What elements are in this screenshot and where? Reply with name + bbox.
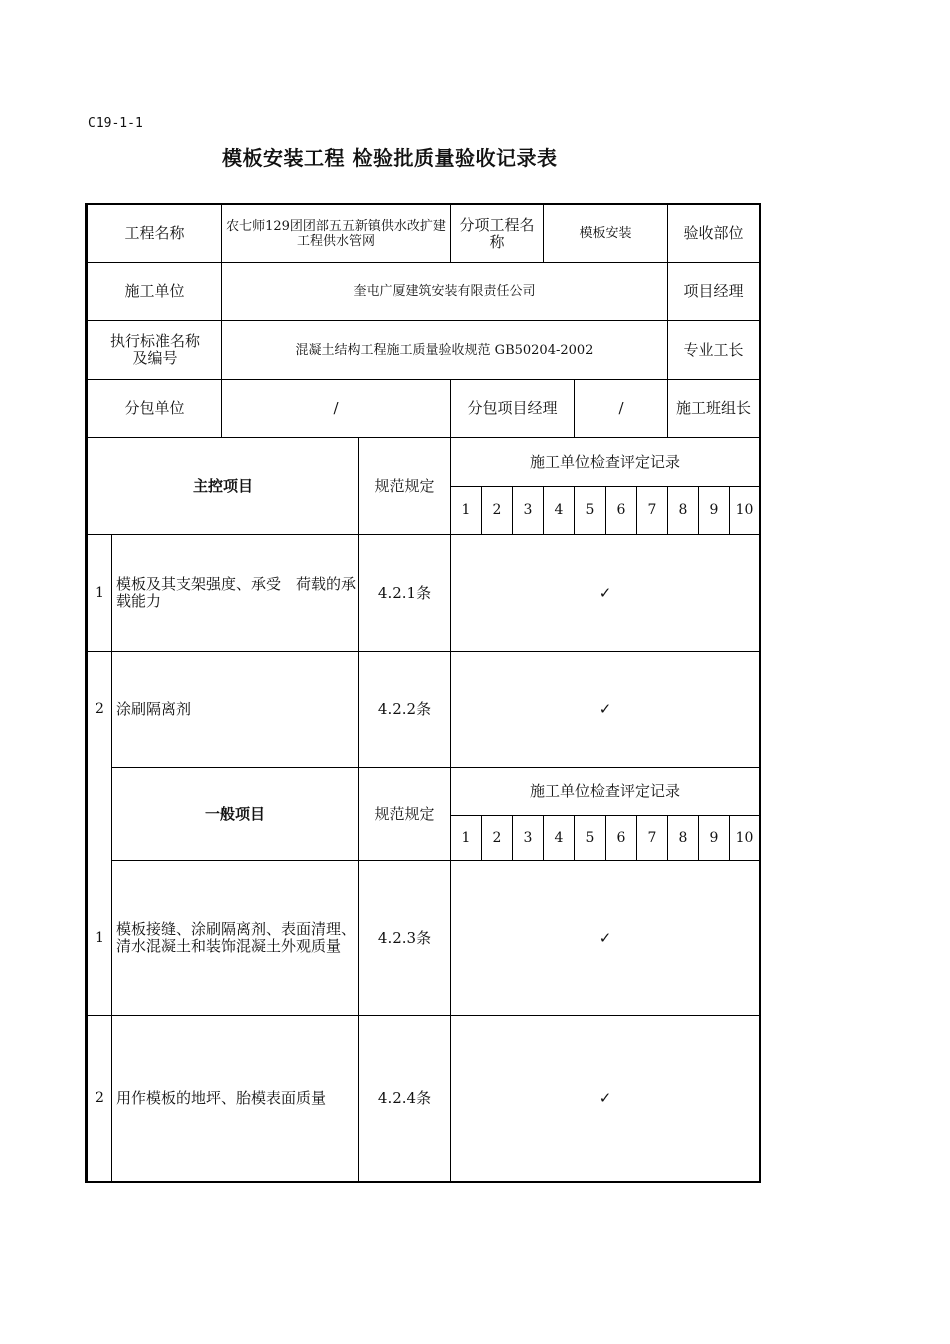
subcontractor-label: 分包单位 — [124, 399, 185, 417]
project-manager-label: 项目经理 — [683, 282, 744, 300]
subcontractor-value: / — [333, 399, 339, 417]
record-number-cell: 10 — [735, 502, 754, 518]
main-item-1-check-icon: ✓ — [598, 583, 612, 602]
record-number-cell: 2 — [492, 829, 502, 846]
general-spec-label: 规范规定 — [374, 804, 435, 823]
main-item-1-spec: 4.2.1条 — [377, 583, 432, 602]
record-number-cell: 5 — [585, 829, 595, 846]
form-code: C19-1-1 — [88, 116, 143, 131]
constructor-label: 施工单位 — [124, 282, 185, 300]
record-number-cell: 8 — [678, 502, 688, 518]
general-item-2-spec: 4.2.4条 — [377, 1089, 432, 1107]
general-item-1-spec: 4.2.3条 — [377, 928, 432, 947]
general-item-2-no: 2 — [95, 1090, 104, 1106]
record-number-cell: 4 — [554, 502, 564, 518]
standard-label: 执行标准名称及编号 — [110, 332, 201, 367]
sub-item-value: 模板安装 — [579, 226, 632, 241]
record-number-cell: 2 — [492, 502, 502, 518]
record-number-cell: 5 — [585, 502, 595, 518]
team-leader-label: 施工班组长 — [675, 399, 751, 417]
sub-pm-value: / — [618, 399, 624, 417]
main-control-section-label: 主控项目 — [192, 476, 253, 495]
main-item-2-check-icon: ✓ — [598, 700, 612, 718]
general-item-2-check-icon: ✓ — [598, 1089, 612, 1107]
foreman-label: 专业工长 — [683, 340, 744, 359]
general-section-label: 一般项目 — [204, 804, 265, 823]
main-spec-label: 规范规定 — [374, 476, 435, 495]
record-number-cell: 7 — [647, 502, 657, 518]
project-name-value: 农七师129团团部五五新镇供水改扩建工程供水管网 — [226, 218, 446, 249]
standard-value: 混凝土结构工程施工质量验收规范 GB50204-2002 — [295, 342, 594, 358]
record-number-cell: 8 — [678, 829, 688, 846]
main-item-2-desc: 涂刷隔离剂 — [116, 700, 192, 718]
project-name-label: 工程名称 — [124, 224, 185, 242]
page-title: 模板安装工程 检验批质量验收记录表 — [222, 146, 558, 170]
record-number-cell: 7 — [647, 829, 657, 846]
record-number-cell: 1 — [461, 829, 471, 846]
sub-item-label: 分项工程名称 — [459, 215, 535, 251]
record-number-cell: 9 — [709, 502, 719, 518]
main-item-2-spec: 4.2.2条 — [377, 700, 432, 718]
general-item-2-desc: 用作模板的地坪、胎模表面质量 — [116, 1089, 327, 1107]
record-number-cell: 6 — [616, 829, 626, 846]
record-number-cell: 9 — [709, 829, 719, 846]
main-record-label: 施工单位检查评定记录 — [529, 452, 680, 471]
record-number-cell: 4 — [554, 829, 564, 846]
general-item-1-no: 1 — [95, 929, 104, 946]
main-item-1-desc: 模板及其支架强度、承受 荷载的承载能力 — [116, 575, 357, 610]
main-item-2-no: 2 — [95, 701, 104, 717]
record-number-cell: 1 — [461, 502, 471, 518]
general-item-1-desc: 模板接缝、涂刷隔离剂、表面清理、清水混凝土和装饰混凝土外观质量 — [116, 920, 357, 955]
record-number-cell: 3 — [523, 829, 533, 846]
acceptance-part-label: 验收部位 — [683, 224, 744, 242]
record-number-cell: 6 — [616, 502, 626, 518]
sub-pm-label: 分包项目经理 — [467, 399, 558, 417]
general-record-label: 施工单位检查评定记录 — [529, 782, 680, 800]
constructor-value: 奎屯广厦建筑安装有限责任公司 — [353, 284, 536, 299]
main-item-1-no: 1 — [95, 584, 104, 601]
record-number-cell: 3 — [523, 502, 533, 518]
record-number-cell: 10 — [735, 829, 754, 846]
general-item-1-check-icon: ✓ — [598, 928, 612, 947]
